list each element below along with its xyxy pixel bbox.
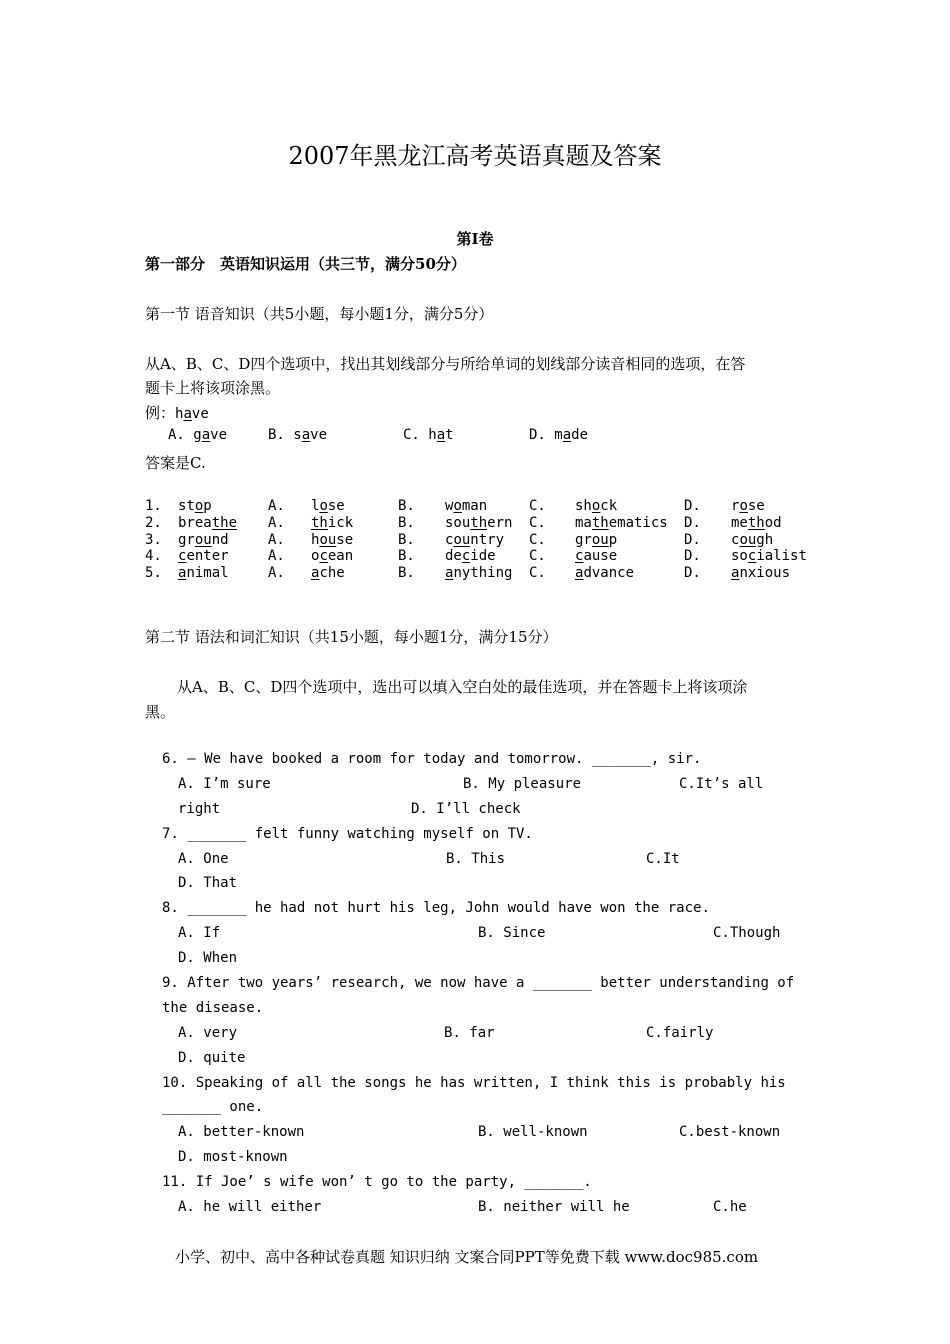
phonetics-row-number: 5. [145, 565, 162, 581]
question-7-option-d: D. That [178, 875, 238, 891]
question-8-option-c: C.Though [713, 925, 781, 941]
question-10-option-b: B. well-known [478, 1124, 588, 1140]
phonetics-option-word: anything [445, 565, 513, 581]
phonetics-option-word: ocean [311, 548, 354, 564]
section-one-instruction-line1: 从A、B、C、D四个选项中，找出其划线部分与所给单词的划线部分读音相同的选项，在答 [145, 355, 746, 373]
phonetics-row-number: 3. [145, 532, 162, 548]
phonetics-option-letter: D. [684, 532, 701, 548]
question-9-option-b: B. far [444, 1025, 495, 1041]
question-10-option-d: D. most-known [178, 1149, 288, 1165]
phonetics-option-letter: B. [398, 498, 415, 514]
question-11-option-a: A. he will either [178, 1199, 322, 1215]
question-6-option-d: D. I’ll check [411, 801, 521, 817]
phonetics-option-word: advance [575, 565, 635, 581]
question-8-option-a: A. If [178, 925, 221, 941]
question-7-option-a: A. One [178, 851, 229, 867]
example-answer: 答案是C. [145, 454, 206, 472]
phonetics-option-word: thick [311, 515, 354, 531]
phonetics-option-word: socialist [731, 548, 807, 564]
phonetics-option-letter: A. [268, 498, 285, 514]
footer-text: 小学、初中、高中各种试卷真题 知识归纳 文案合同PPT等免费下载 www.doc985.com [175, 1248, 759, 1266]
part-one-heading: 第一部分 英语知识运用（共三节，满分50分） [145, 255, 466, 273]
section-two-instruction-line1: 从A、B、C、D四个选项中，选出可以填入空白处的最佳选项，并在答题卡上将该项涂 [177, 678, 748, 696]
question-9-stem: 9. After two years’ research, we now have a _______ better understanding of [162, 975, 795, 991]
question-10-stem-cont: _______ one. [162, 1099, 264, 1115]
phonetics-option-letter: A. [268, 532, 285, 548]
phonetics-option-letter: C. [529, 515, 546, 531]
question-11-option-c: C.he [713, 1199, 747, 1215]
question-11-option-b: B. neither will he [478, 1199, 630, 1215]
phonetics-option-letter: C. [529, 498, 546, 514]
example-word: have [175, 406, 209, 422]
phonetics-option-word: group [575, 532, 618, 548]
section-two-instruction-line2: 黑。 [145, 703, 176, 721]
phonetics-option-word: cause [575, 548, 618, 564]
phonetics-option-word: woman [445, 498, 488, 514]
phonetics-row-word: center [178, 548, 229, 564]
phonetics-option-word: house [311, 532, 354, 548]
question-6-option-c: C.It’s all [679, 776, 764, 792]
phonetics-row-number: 1. [145, 498, 162, 514]
question-8-option-b: B. Since [478, 925, 546, 941]
phonetics-option-letter: A. [268, 565, 285, 581]
phonetics-option-letter: C. [529, 565, 546, 581]
phonetics-option-letter: B. [398, 515, 415, 531]
question-10-option-a: A. better-known [178, 1124, 305, 1140]
section-two-heading: 第二节 语法和词汇知识（共15小题，每小题1分，满分15分） [145, 628, 558, 646]
phonetics-option-letter: D. [684, 498, 701, 514]
example-label: 例： [145, 404, 176, 422]
phonetics-option-word: country [445, 532, 505, 548]
question-9-stem-cont: the disease. [162, 1000, 264, 1016]
section-one-instruction-line2: 题卡上将该项涂黑。 [145, 379, 281, 397]
phonetics-row-word: ground [178, 532, 229, 548]
question-6-option-b: B. My pleasure [463, 776, 582, 792]
section-one-heading: 第一节 语音知识（共5小题，每小题1分，满分5分） [145, 305, 494, 323]
phonetics-option-letter: D. [684, 515, 701, 531]
question-10-option-c: C.best-known [679, 1124, 781, 1140]
question-6-option-a: A. I’m sure [178, 776, 271, 792]
phonetics-row-number: 4. [145, 548, 162, 564]
example-option-d: D. made [529, 427, 589, 443]
phonetics-option-word: anxious [731, 565, 791, 581]
question-9-option-c: C.fairly [646, 1025, 714, 1041]
phonetics-option-word: ache [311, 565, 345, 581]
example-option-b: B. save [268, 427, 328, 443]
question-7-option-b: B. This [446, 851, 506, 867]
example-option-c: C. hat [403, 427, 454, 443]
phonetics-row-number: 2. [145, 515, 162, 531]
phonetics-option-word: mathematics [575, 515, 668, 531]
question-11-stem: 11. If Joe’ s wife won’ t go to the party, _______. [162, 1174, 592, 1190]
phonetics-row-word: animal [178, 565, 229, 581]
example-option-a: A. gave [168, 427, 228, 443]
example-line [145, 402, 209, 423]
phonetics-option-letter: B. [398, 565, 415, 581]
phonetics-option-letter: C. [529, 532, 546, 548]
question-9-option-a: A. very [178, 1025, 238, 1041]
question-9-option-d: D. quite [178, 1050, 246, 1066]
phonetics-option-letter: A. [268, 548, 285, 564]
phonetics-option-word: southern [445, 515, 513, 531]
question-6-option-c-cont: right [178, 801, 221, 817]
phonetics-option-word: method [731, 515, 782, 531]
page-title: 2007年黑龙江高考英语真题及答案 [288, 142, 662, 170]
phonetics-option-word: shock [575, 498, 618, 514]
question-7-stem: 7. _______ felt funny watching myself on TV. [162, 826, 533, 842]
phonetics-option-word: decide [445, 548, 496, 564]
question-7-option-c: C.It [646, 851, 680, 867]
phonetics-option-letter: D. [684, 548, 701, 564]
phonetics-option-letter: A. [268, 515, 285, 531]
phonetics-option-word: cough [731, 532, 774, 548]
volume-heading: 第I卷 [456, 230, 494, 248]
phonetics-row-word: breathe [178, 515, 238, 531]
question-10-stem: 10. Speaking of all the songs he has written, I think this is probably his [162, 1075, 786, 1091]
phonetics-option-letter: B. [398, 548, 415, 564]
phonetics-option-word: rose [731, 498, 765, 514]
phonetics-option-letter: C. [529, 548, 546, 564]
question-8-option-d: D. When [178, 950, 238, 966]
phonetics-row-word: stop [178, 498, 212, 514]
question-6-stem: 6. — We have booked a room for today and tomorrow. _______, sir. [162, 751, 702, 767]
question-8-stem: 8. _______ he had not hurt his leg, John would have won the race. [162, 900, 710, 916]
phonetics-option-letter: D. [684, 565, 701, 581]
phonetics-option-word: lose [311, 498, 345, 514]
phonetics-option-letter: B. [398, 532, 415, 548]
